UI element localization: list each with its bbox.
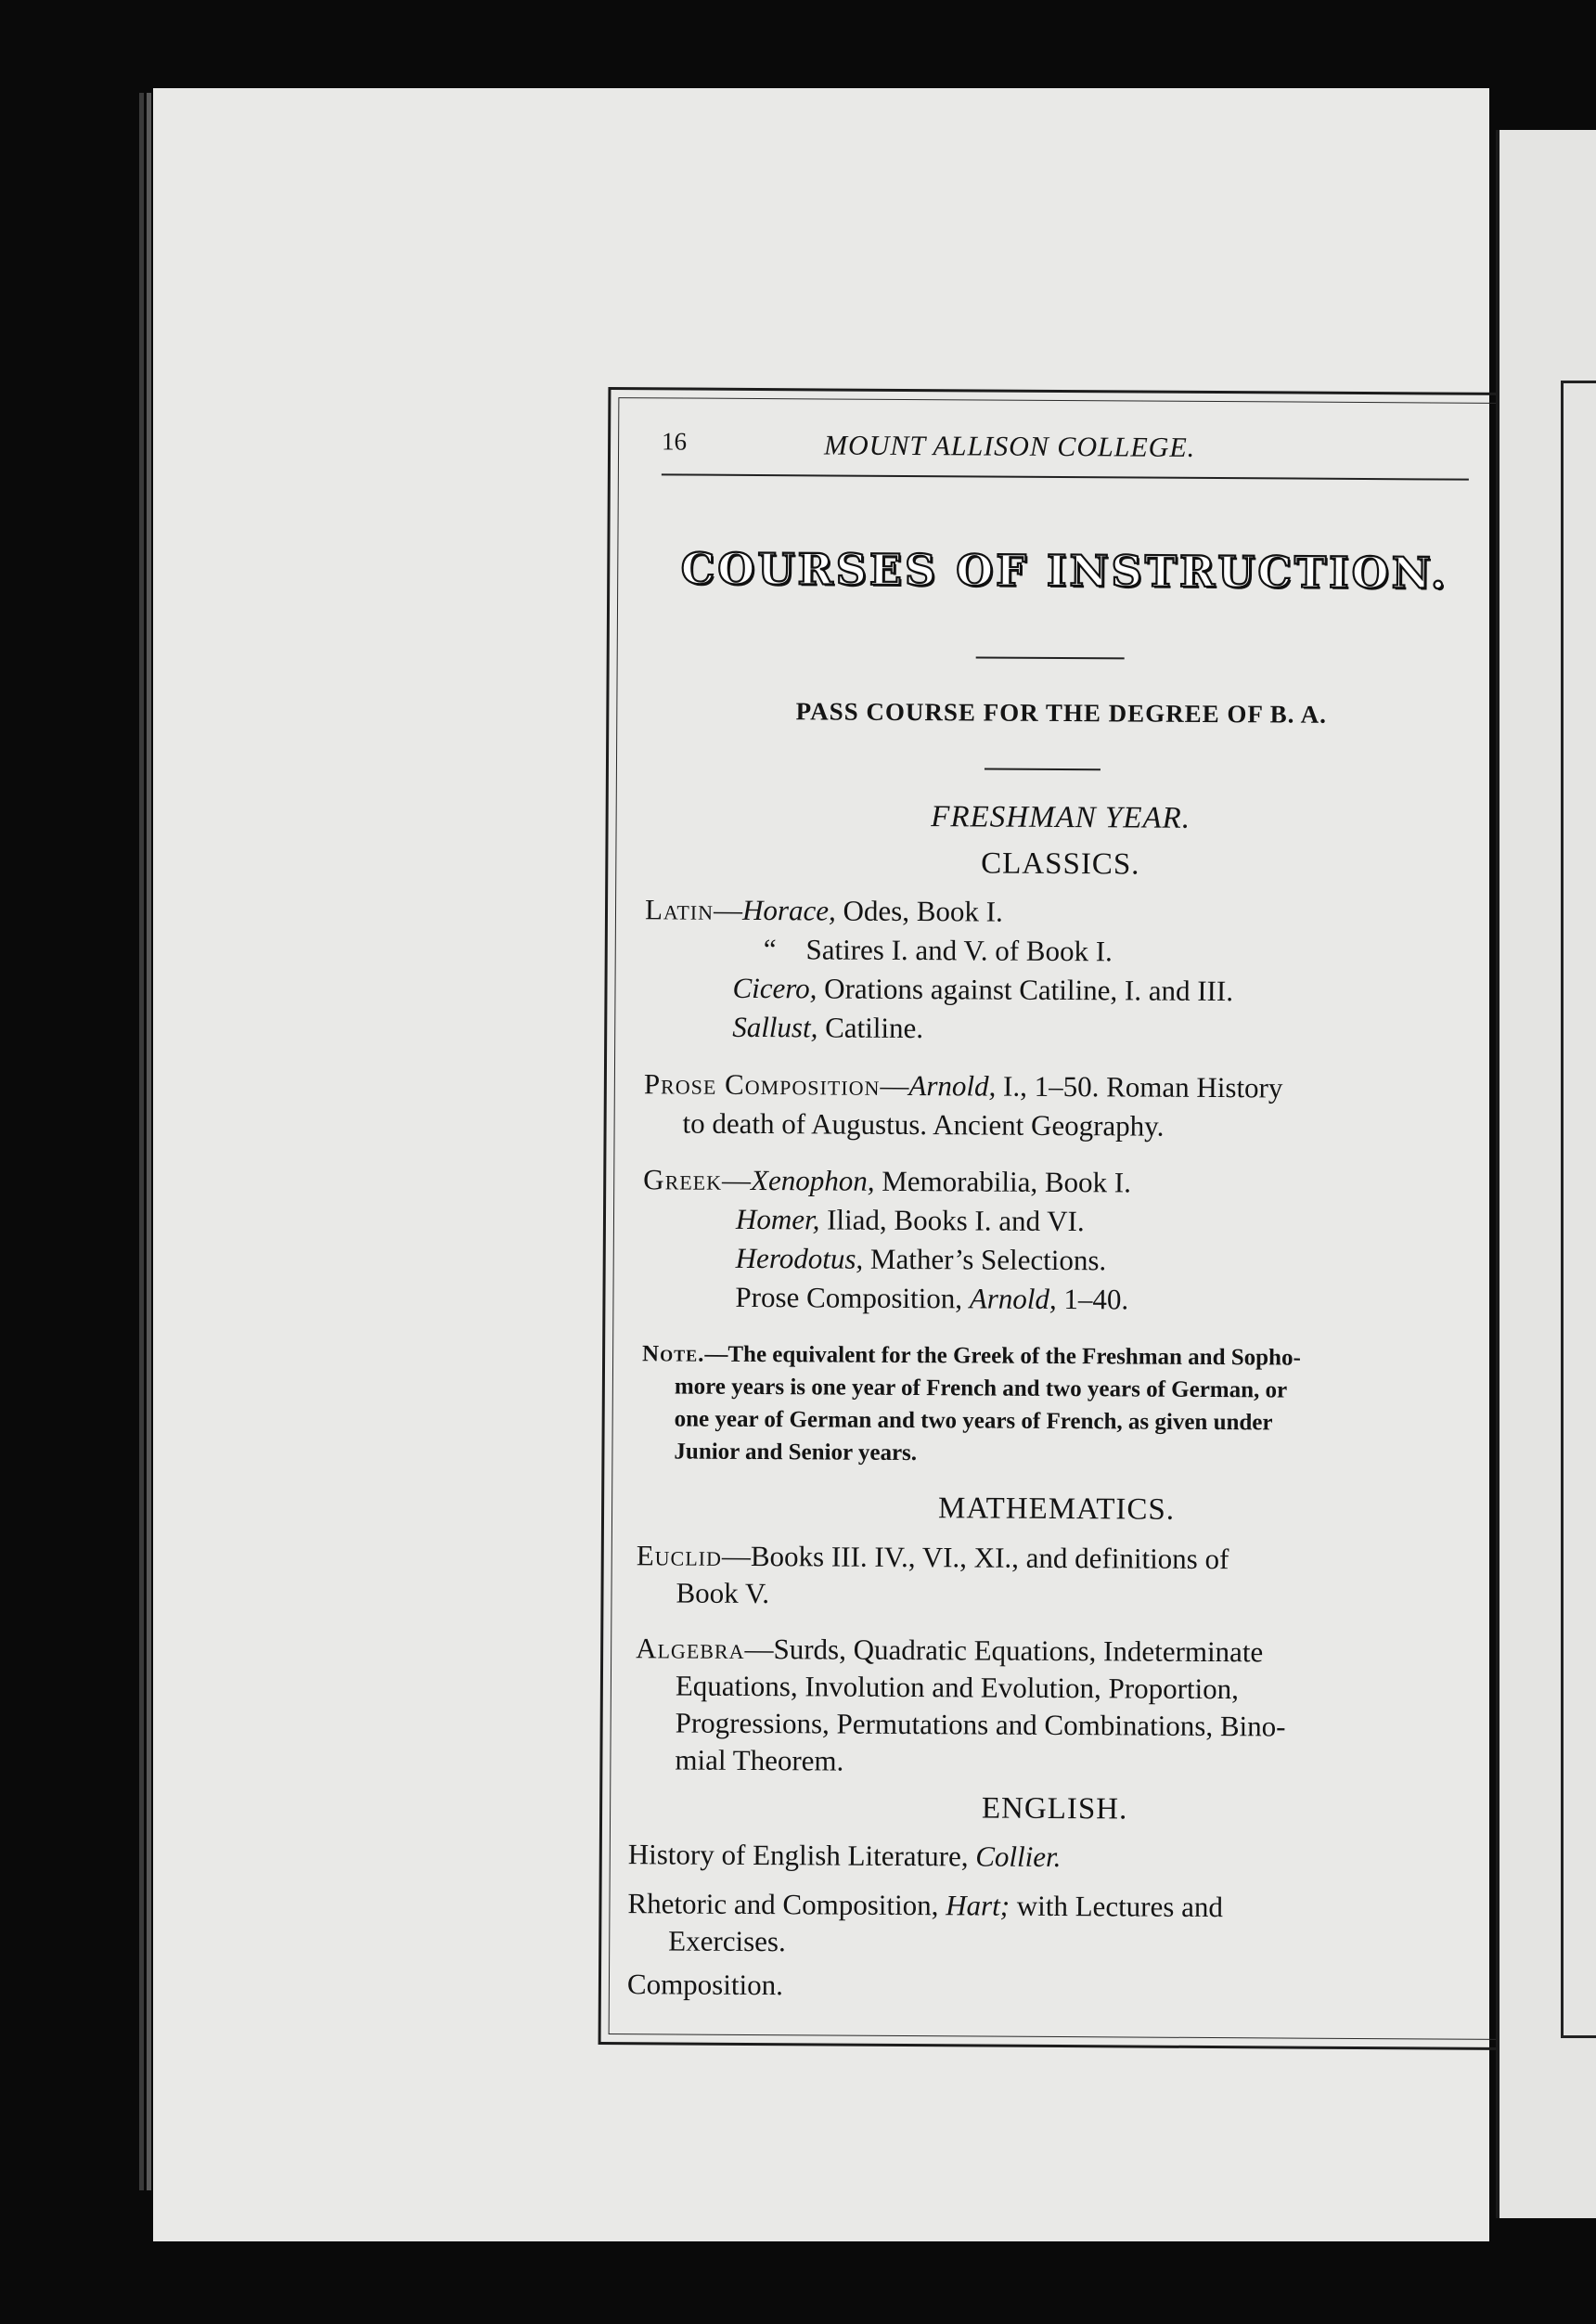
- english-item: Composition.: [626, 1968, 784, 2002]
- latin-text: Odes, Book I.: [843, 894, 1003, 928]
- euclid-line-2: Book V.: [676, 1576, 770, 1610]
- greek-text: Memorabilia, Book I.: [882, 1164, 1132, 1199]
- ditto-mark: “: [763, 933, 777, 966]
- algebra-line: Equations, Involution and Evolution, Proportion,: [675, 1669, 1240, 1706]
- latin-line: [764, 933, 1113, 968]
- algebra-line: mial Theorem.: [675, 1743, 844, 1777]
- latin-text: Catiline.: [825, 1011, 924, 1045]
- divider: [976, 656, 1125, 659]
- greek-text: Prose Composition,: [735, 1280, 970, 1315]
- note-text: The equivalent for the Greek of the Freshman and Sopho-: [727, 1341, 1301, 1371]
- facing-page: [1496, 130, 1596, 2218]
- greek-line: [735, 1281, 1128, 1317]
- mathematics-heading: MATHEMATICS.: [937, 1491, 1176, 1527]
- english-text: Rhetoric and Composition,: [627, 1887, 946, 1922]
- prose-text: I., 1–50. Roman History: [1002, 1069, 1283, 1104]
- english-text: with Lectures and: [1009, 1889, 1224, 1924]
- note-line: Note.—The equivalent for the Greek of the Freshman and Sopho-: [642, 1341, 1301, 1371]
- algebra-line: Algebra—Surds, Quadratic Equations, Indeterminate: [636, 1632, 1264, 1669]
- greek-author: Arnold,: [969, 1282, 1057, 1315]
- greek-text: Mather’s Selections.: [869, 1242, 1107, 1277]
- algebra-label: Algebra: [636, 1632, 745, 1665]
- content-frame: [598, 387, 1519, 2050]
- euclid-label: Euclid: [636, 1539, 723, 1572]
- prose-author: Arnold,: [908, 1069, 997, 1103]
- latin-text: Orations against Catiline, I. and III.: [824, 972, 1234, 1008]
- note-line: one year of German and two years of French, as given under: [674, 1406, 1273, 1436]
- page-content: [601, 390, 1516, 2047]
- prose-label: Prose Composition: [643, 1067, 881, 1102]
- latin-author: Sallust,: [732, 1010, 818, 1044]
- prose-line-2: to death of Augustus. Ancient Geography.: [682, 1106, 1165, 1143]
- note-label: Note.: [642, 1341, 705, 1367]
- greek-line: [736, 1242, 1107, 1277]
- page-title: COURSES OF INSTRUCTION.: [680, 543, 1449, 599]
- greek-line: Greek—Xenophon, Memorabilia, Book I.: [643, 1163, 1132, 1199]
- latin-label: Latin: [644, 893, 714, 926]
- algebra-text: Surds, Quadratic Equations, Indeterminate: [773, 1633, 1264, 1669]
- head-rule: [662, 473, 1469, 480]
- english-text: History of English Literature,: [627, 1838, 976, 1873]
- english-author: Collier.: [975, 1840, 1062, 1874]
- facing-page-frame: [1561, 381, 1596, 2038]
- english-heading: ENGLISH.: [981, 1791, 1128, 1827]
- latin-line: [732, 1011, 923, 1045]
- greek-text: Iliad, Books I. and VI.: [827, 1203, 1085, 1238]
- note-line: more years is one year of French and two years of German, or: [674, 1374, 1288, 1403]
- english-item-2: Exercises.: [668, 1924, 786, 1958]
- divider: [985, 768, 1100, 771]
- english-author: Hart;: [946, 1889, 1010, 1922]
- algebra-line: Progressions, Permutations and Combinations, Bino-: [675, 1706, 1286, 1743]
- greek-author: Herodotus,: [735, 1241, 864, 1275]
- classics-heading: CLASSICS.: [981, 846, 1140, 882]
- latin-line: Latin—Horace, Odes, Book I.: [644, 893, 1003, 928]
- page-edge: [139, 93, 144, 2190]
- greek-label: Greek: [643, 1163, 723, 1196]
- euclid-text: Books III. IV., VI., XI., and definitions of: [750, 1539, 1229, 1576]
- english-item: [628, 1838, 1062, 1874]
- page-number: 16: [662, 427, 688, 456]
- euclid-line: Euclid—Books III. IV., VI., XI., and definitions of: [636, 1539, 1229, 1576]
- greek-text: 1–40.: [1063, 1283, 1129, 1316]
- note-line: Junior and Senior years.: [674, 1439, 918, 1466]
- latin-author: Cicero,: [732, 971, 817, 1005]
- page-edge: [147, 93, 151, 2190]
- english-item: [627, 1887, 1223, 1924]
- greek-line: [736, 1203, 1085, 1238]
- latin-text: Satires I. and V. of Book I.: [805, 933, 1113, 968]
- prose-line: Prose Composition—Arnold, I., 1–50. Roman History: [643, 1067, 1283, 1104]
- book-page: [153, 88, 1489, 2241]
- latin-author: Horace,: [741, 893, 836, 927]
- year-heading: FRESHMAN YEAR.: [931, 800, 1191, 835]
- greek-author: Homer,: [735, 1202, 820, 1236]
- latin-line: [732, 972, 1233, 1008]
- section-heading: PASS COURSE FOR THE DEGREE OF B. A.: [795, 697, 1328, 729]
- running-head: MOUNT ALLISON COLLEGE.: [823, 430, 1196, 463]
- greek-author: Xenophon,: [750, 1163, 875, 1197]
